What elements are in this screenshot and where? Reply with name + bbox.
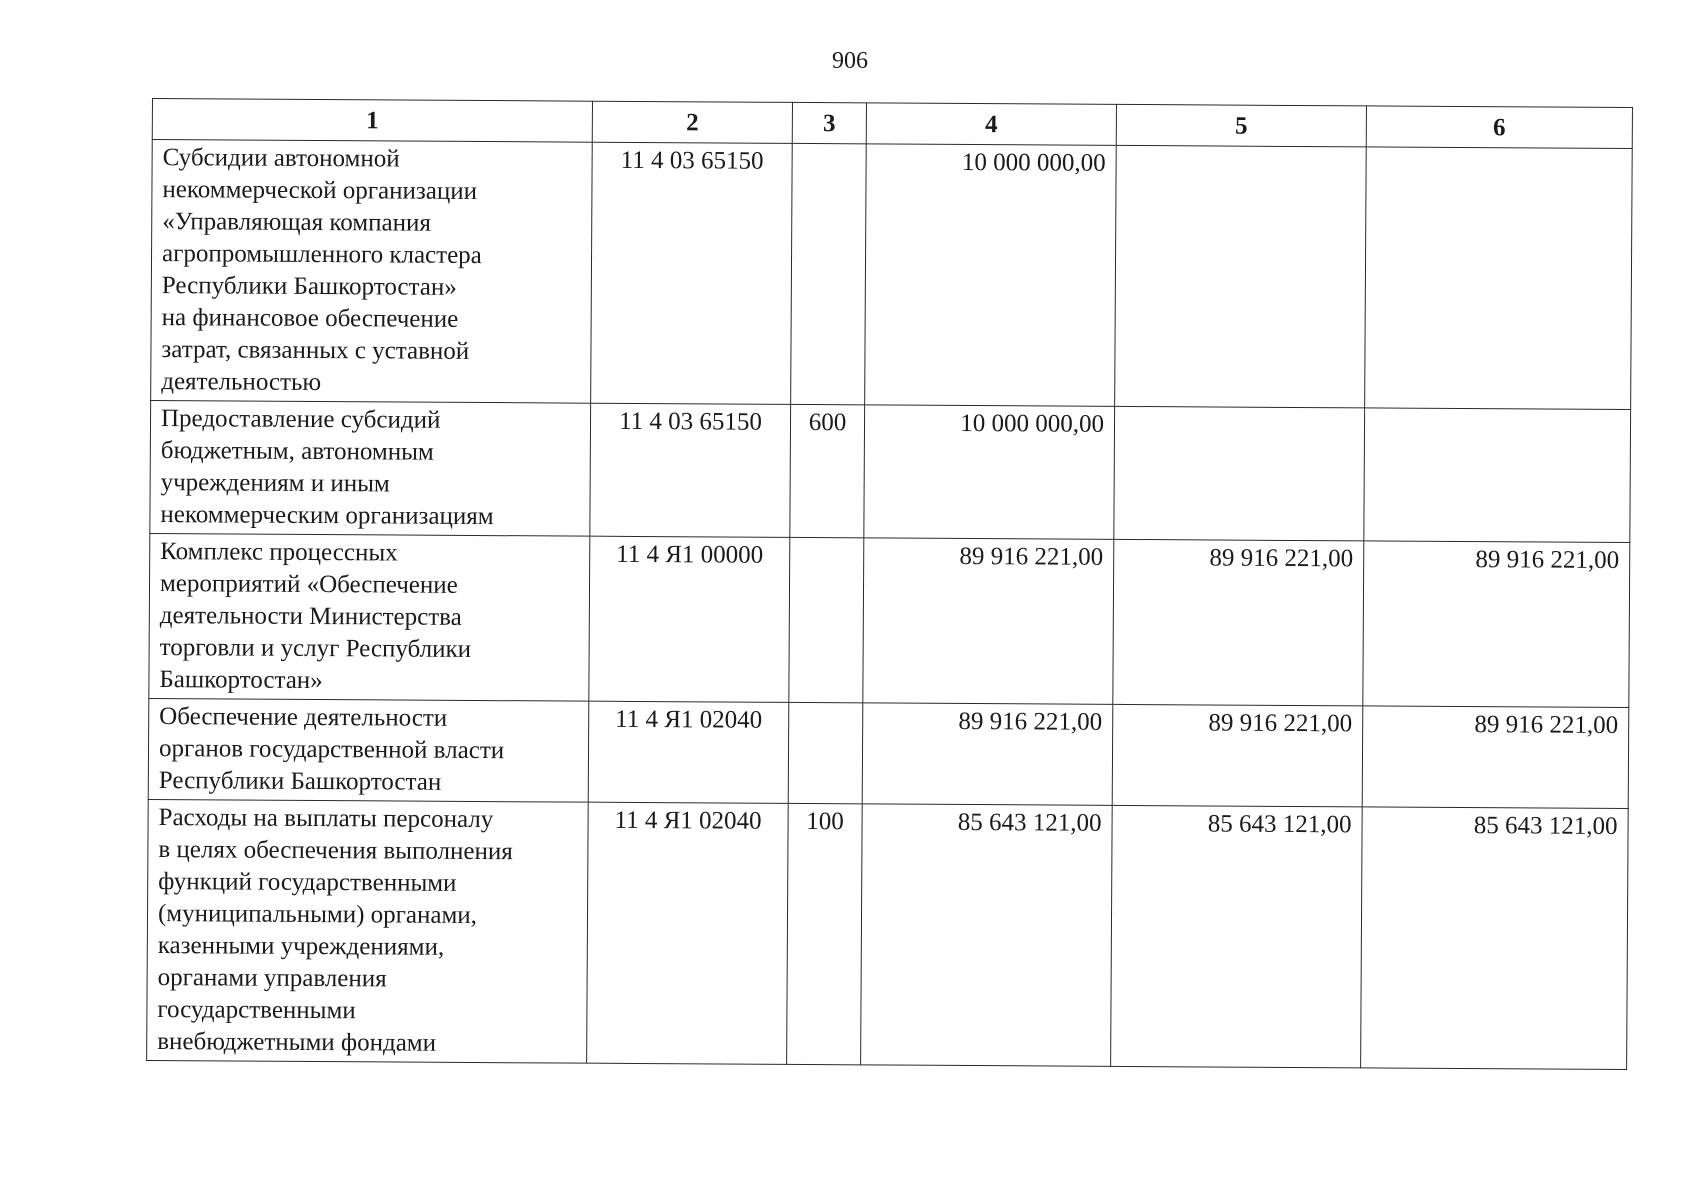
row-expense-type-cell: 600: [790, 404, 865, 537]
row-name-line: некоммерческим организациям: [160, 501, 494, 531]
row-name-line: Республики Башкортостан: [158, 767, 442, 796]
row-name-cell: [150, 400, 591, 536]
row-name-cell: [147, 799, 589, 1063]
row-name-line: внебюджетными фондами: [157, 1028, 437, 1057]
row-expense-type-cell: [788, 702, 863, 803]
row-name-line: некоммерческой организации: [162, 176, 478, 205]
budget-table-container: [146, 98, 1632, 1070]
row-name-line: деятельностью: [161, 368, 322, 397]
row-value-6-cell: [1365, 147, 1633, 410]
row-name-line: Башкортостан»: [159, 666, 323, 695]
row-name-line: (муниципальными) органами,: [157, 900, 478, 930]
row-value-5-cell: [1115, 145, 1367, 408]
budget-table: [146, 98, 1633, 1070]
row-name-line: органами управления: [157, 964, 387, 993]
row-value-4-cell: 85 643 121,00: [861, 804, 1113, 1067]
row-name-line: государственными: [157, 996, 356, 1025]
column-header-4: 4: [866, 103, 1116, 146]
row-name-line: Субсидии автономной: [162, 144, 400, 173]
row-name-line: Республики Башкортостан»: [161, 272, 457, 301]
row-expense-type-cell: 100: [787, 803, 863, 1064]
column-header-2: 2: [592, 101, 792, 143]
row-code-cell: 11 4 03 65150: [591, 142, 793, 404]
row-name-line: Предоставление субсидий: [160, 405, 441, 434]
row-name-line: учреждениям и иным: [160, 469, 390, 498]
row-code-cell: 11 4 Я1 02040: [588, 701, 789, 803]
row-name-cell: [151, 140, 593, 404]
row-name-line: Комплекс процессных: [160, 538, 398, 567]
row-name-cell: [148, 698, 589, 802]
table-row: [148, 698, 1629, 808]
page-number: 906: [832, 48, 868, 74]
column-header-5: 5: [1116, 104, 1366, 147]
row-name-line: органов государственной власти: [158, 735, 505, 765]
row-value-6-cell: 89 916 221,00: [1362, 706, 1629, 809]
row-code-cell: 11 4 Я1 02040: [587, 802, 789, 1064]
row-value-6-cell: 85 643 121,00: [1361, 807, 1629, 1070]
row-value-6-cell: [1364, 408, 1631, 543]
row-value-5-cell: 89 916 221,00: [1113, 539, 1364, 706]
row-name-line: Расходы на выплаты персоналу: [158, 804, 494, 834]
column-header-3: 3: [792, 102, 866, 143]
row-name-line: мероприятий «Обеспечение: [159, 570, 458, 599]
row-value-4-cell: 89 916 221,00: [862, 703, 1113, 806]
row-name-cell: [149, 533, 590, 701]
row-value-5-cell: [1114, 406, 1365, 541]
row-value-4-cell: 10 000 000,00: [865, 144, 1117, 407]
row-value-4-cell: 89 916 221,00: [863, 538, 1114, 705]
row-name-line: торговли и услуг Республики: [159, 634, 472, 663]
row-name-line: Обеспечение деятельности: [159, 703, 448, 732]
table-row: [149, 533, 1630, 707]
row-value-6-cell: 89 916 221,00: [1363, 541, 1630, 708]
table-row: [151, 140, 1633, 410]
row-name-line: в целях обеспечения выполнения: [158, 836, 513, 866]
row-code-cell: 11 4 03 65150: [590, 403, 791, 537]
row-name-line: на финансовое обеспечение: [161, 304, 459, 333]
row-value-5-cell: 89 916 221,00: [1112, 704, 1363, 807]
row-name-line: затрат, связанных с уставной: [161, 336, 470, 365]
row-name-line: «Управляющая компания: [162, 208, 431, 237]
row-name-line: функций государственными: [158, 868, 457, 897]
row-value-4-cell: 10 000 000,00: [864, 405, 1115, 540]
row-expense-type-cell: [791, 143, 867, 404]
row-name-line: деятельности Министерства: [159, 602, 462, 631]
column-header-1: 1: [152, 99, 592, 143]
row-name-line: казенными учреждениями,: [157, 932, 445, 961]
row-name-line: бюджетным, автономным: [160, 437, 434, 466]
table-row: [150, 400, 1631, 542]
row-expense-type-cell: [789, 537, 864, 702]
table-row: [147, 799, 1629, 1069]
row-value-5-cell: 85 643 121,00: [1111, 805, 1363, 1068]
row-code-cell: 11 4 Я1 00000: [589, 536, 790, 702]
row-name-line: агропромышленного кластера: [161, 240, 482, 270]
column-header-6: 6: [1366, 106, 1632, 149]
